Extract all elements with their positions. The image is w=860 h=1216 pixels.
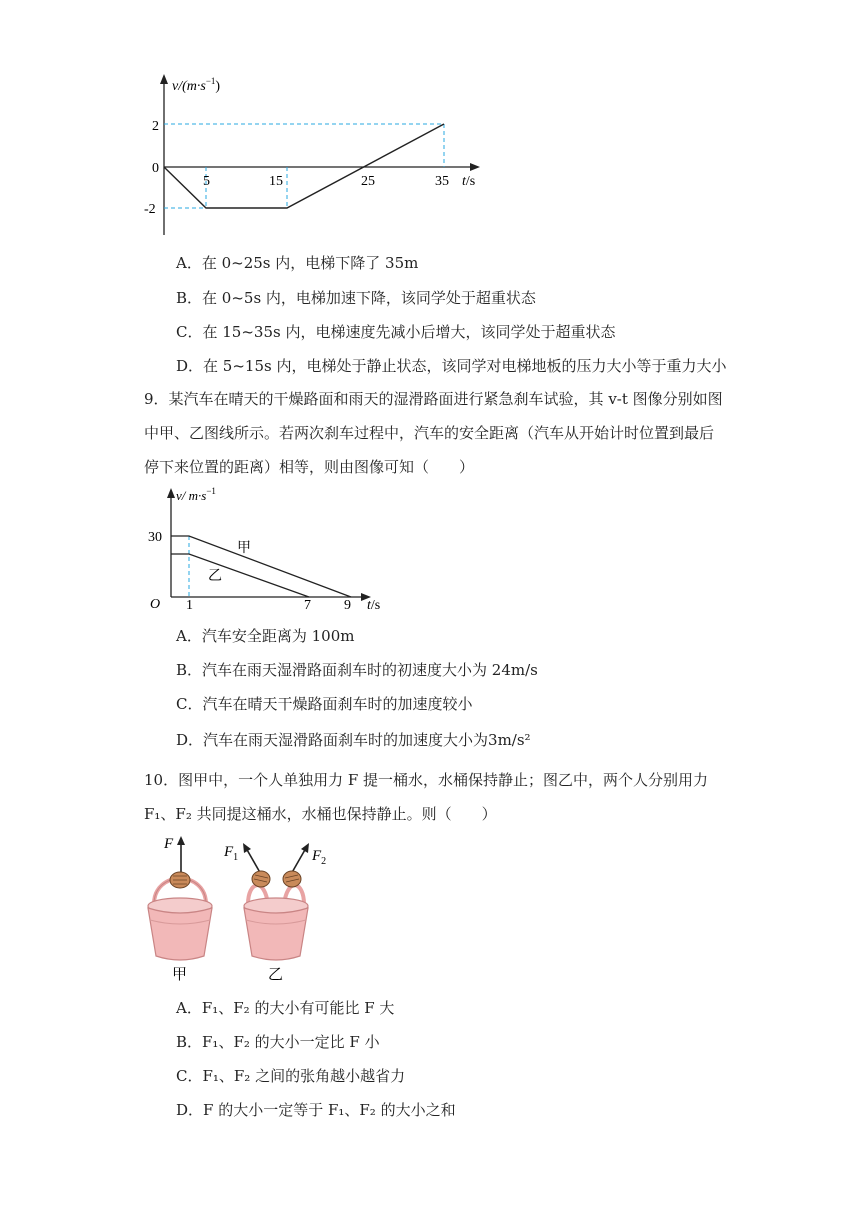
q10-option-b: B．F₁、F₂ 的大小一定比 F 小 [176, 1033, 380, 1051]
x-tick-25: 25 [361, 174, 375, 189]
series-yi-label: 乙 [208, 569, 222, 584]
bucket-jia [148, 836, 212, 960]
bucket-yi [243, 843, 309, 960]
q10-option-a: A．F₁、F₂ 的大小有可能比 F 大 [176, 999, 395, 1017]
origin-label: O [150, 597, 161, 612]
buckets-figure [140, 832, 350, 984]
y-axis-label: v/ $m\cdot s^{-1}$ [176, 486, 216, 503]
series-yi-line [171, 554, 309, 597]
x-tick-15: 15 [269, 174, 283, 189]
y-tick-neg2: -2 [144, 202, 156, 217]
y-tick-30: 30 [148, 530, 162, 545]
force-F1-label: $F_1$ [224, 844, 239, 863]
y-tick-0: 0 [152, 161, 159, 176]
q9-stem-line-1: 9．某汽车在晴天的干燥路面和雨天的湿滑路面进行紧急刹车试验，其 v-t 图像分别如图 [144, 390, 723, 408]
q8-option-d: D．在 5~15s 内，电梯处于静止状态，该同学对电梯地板的压力大小等于重力大小 [176, 357, 727, 375]
figure-yi-label: 乙 [268, 967, 284, 983]
x-tick-7: 7 [304, 598, 311, 613]
x-axis-label: t/s [367, 598, 381, 613]
series-jia-line [171, 536, 351, 597]
q9-stem-line-2: 中甲、乙图线所示。若两次刹车过程中，汽车的安全距离（汽车从开始计时位置到最后 [144, 424, 715, 442]
x-axis-arrow [470, 163, 480, 171]
q9-option-a: A．汽车安全距离为 100m [176, 627, 355, 645]
q8-option-b: B．在 0~5s 内，电梯加速下降，该同学处于超重状态 [176, 289, 536, 307]
y-axis-arrow [167, 488, 175, 498]
q9-option-c: C．汽车在晴天干燥路面刹车时的加速度较小 [176, 695, 473, 713]
elevator-vt-chart [140, 70, 500, 240]
y-tick-2: 2 [152, 119, 159, 134]
q10-stem-line-1: 10．图甲中，一个人单独用力 F 提一桶水，水桶保持静止；图乙中，两个人分别用力 [144, 771, 709, 789]
x-axis-label: t/s [462, 174, 476, 189]
x-tick-9: 9 [344, 598, 351, 613]
q10-stem-line-2: F₁、F₂ 共同提这桶水，水桶也保持静止。则（ ） [144, 805, 497, 823]
q9-stem-line-3: 停下来位置的距离）相等，则由图像可知（ ） [144, 458, 475, 476]
car-braking-vt-chart [142, 484, 402, 614]
x-tick-1: 1 [186, 598, 193, 613]
figure-jia-label: 甲 [172, 967, 188, 983]
series-jia-label: 甲 [237, 541, 251, 556]
y-axis-label: $v/(m\cdot s^{-1})$ [172, 76, 221, 94]
q8-option-a: A．在 0~25s 内，电梯下降了 35m [176, 254, 419, 272]
force-F2-label: $F_2$ [312, 848, 327, 867]
q8-option-c: C．在 15~35s 内，电梯速度先减小后增大，该同学处于超重状态 [176, 323, 616, 341]
q9-option-b: B．汽车在雨天湿滑路面刹车时的初速度大小为 24m/s [176, 661, 538, 679]
q10-option-c: C．F₁、F₂ 之间的张角越小越省力 [176, 1067, 406, 1085]
q9-option-d: D．汽车在雨天湿滑路面刹车时的加速度大小为3m/s² [176, 731, 531, 749]
force-F-label: F [164, 836, 174, 852]
q10-option-d: D．F 的大小一定等于 F₁、F₂ 的大小之和 [176, 1101, 456, 1119]
x-tick-5: 5 [203, 174, 210, 189]
x-tick-35: 35 [435, 174, 449, 189]
y-axis-arrow [160, 74, 168, 84]
